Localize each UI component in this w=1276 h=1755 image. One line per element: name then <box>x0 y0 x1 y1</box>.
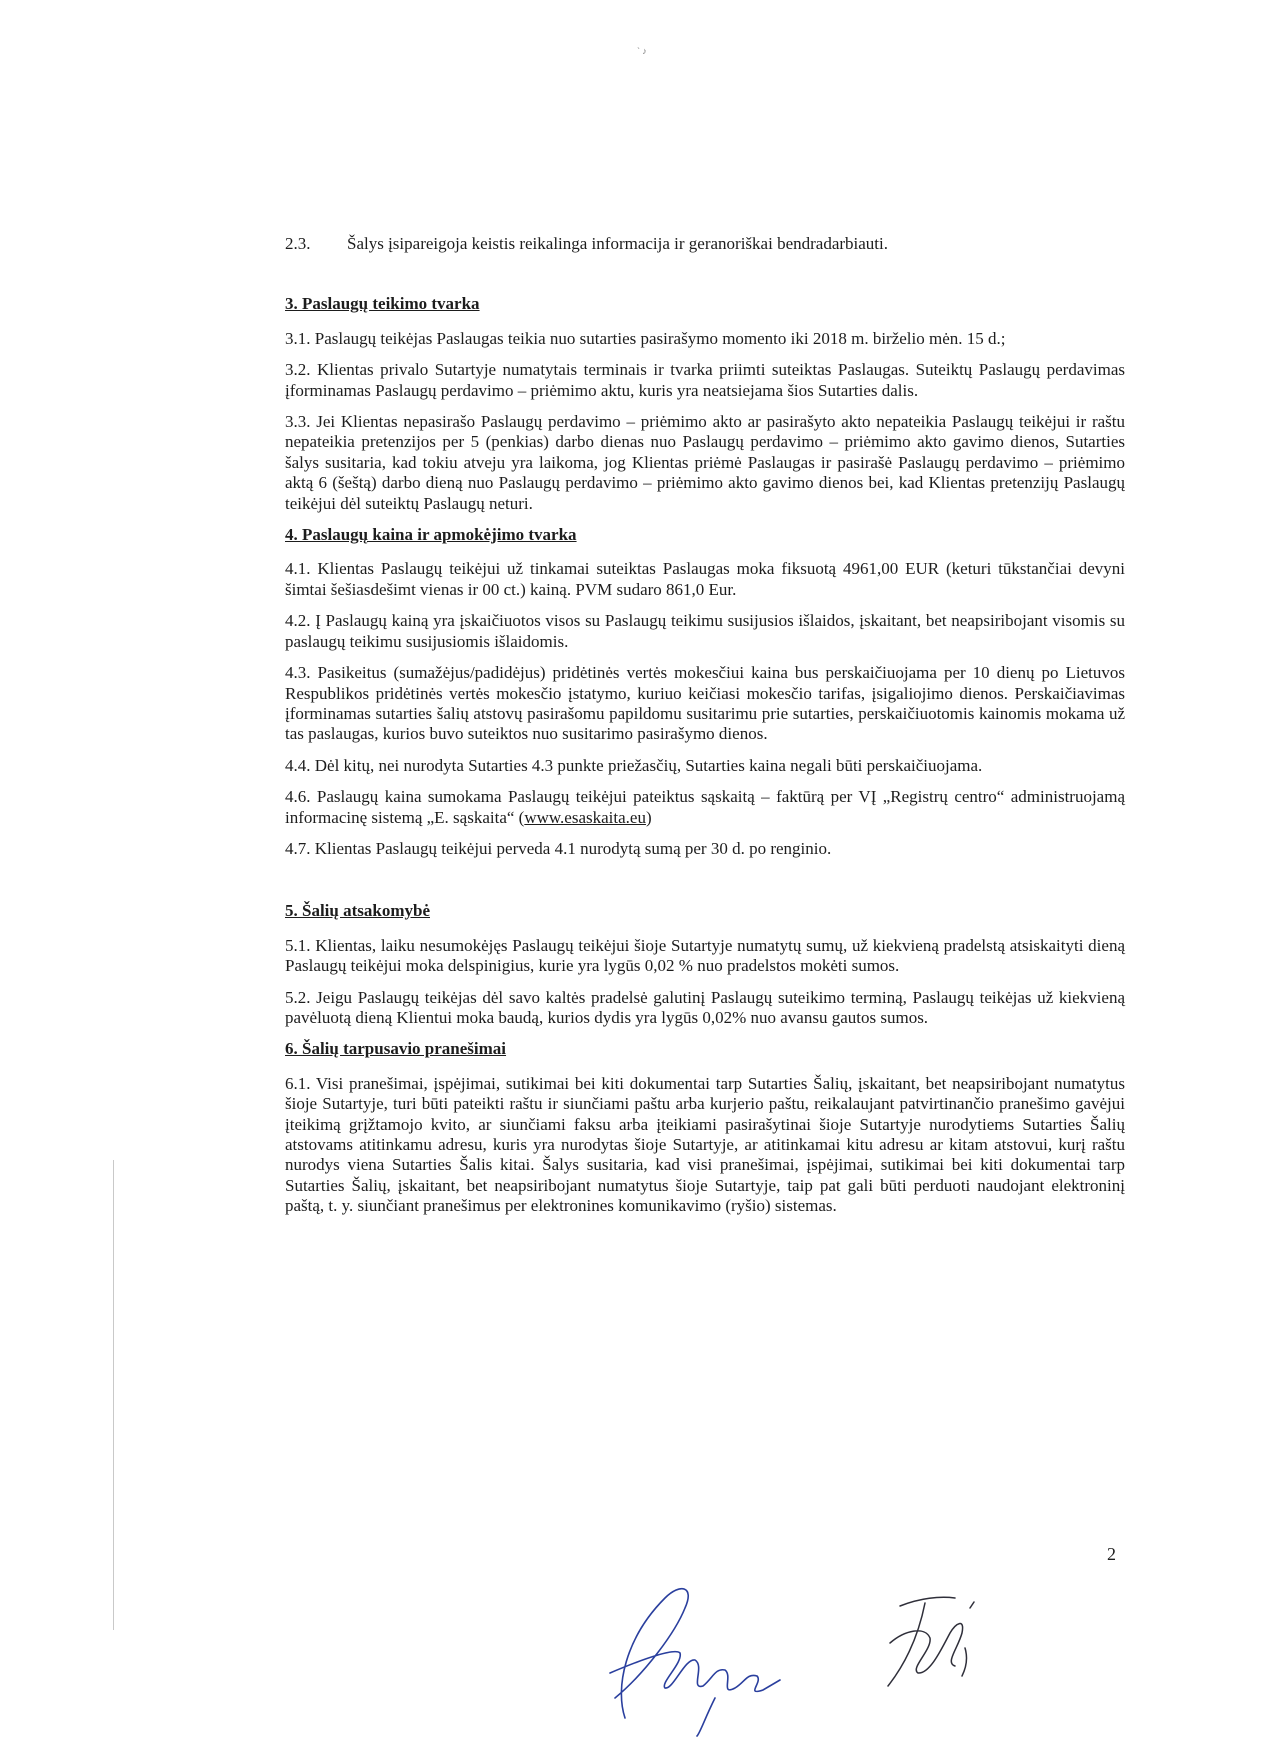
section-5-heading: 5. Šalių atsakomybė <box>285 901 430 921</box>
clause-4-2: 4.2. Į Paslaugų kainą yra įskaičiuotos visos su Paslaugų teikimu susijusios išlaidos, įskaitant, bet neapsiribojant visomis su paslaugų teikimu susijusiomis išlaidomis. <box>285 611 1125 651</box>
clause-4-7: 4.7. Klientas Paslaugų teikėjui perveda 4.1 nurodytą sumą per 30 d. po renginio. <box>285 838 832 858</box>
scan-mark: ` ♪ <box>637 46 647 56</box>
clause-4-4: 4.4. Dėl kitų, nei nurodyta Sutarties 4.3 punkte priežasčių, Sutarties kaina negali būti perskaičiuojama. <box>285 755 983 775</box>
clause-3-1: 3.1. Paslaugų teikėjas Paslaugas teikia nuo sutarties pasirašymo momento iki 2018 m. birželio mėn. 15 d.; <box>285 328 1006 348</box>
signature-2 <box>870 1588 980 1693</box>
clause-3-2: 3.2. Klientas privalo Sutartyje numatytais terminais ir tvarka priimti suteiktas Paslaugas. Suteiktų Paslaugų perdavimas įforminamas Paslaugų perdavimo – priėmimo aktu, kuris yra neatsiejama šios Sutarties dalis. <box>285 360 1125 400</box>
clause-2-3 <box>285 234 1125 254</box>
clause-number: 2.3. <box>285 234 311 253</box>
clause-6-1: 6.1. Visi pranešimai, įspėjimai, sutikimai bei kiti dokumentai tarp Sutarties Šalių, įskaitant, bet neapsiribojant numatytus šioje Sutartyje, turi būti pateikti raštu ir siunčiami paštu arba kurjerio paštu, reikalaujant patvirtinančio pranešimo gavėjui įteikimą grįžtamojo kvito, ar siunčiami faksu arba įteikiami pasirašytinai šioje Sutartyje nurodytiems Sutarties Šalių atstovams atitinkamu adresu, kuris yra nurodytas šioje Sutartyje, ar atitinkamai kitu adresu ar kitam atstovui, kurį raštu nurodys viena Sutarties Šalis kitai. Šalys susitaria, kad visi pranešimai, įspėjimai, sutikimai bei kiti dokumentai tarp Sutarties Šalių, įskaitant, bet neapsiribojant numatytus šioje Sutartyje, taip pat gali būti perduoti naudojant elektroninį paštą, t. y. siunčiant pranešimus per elektronines komunikavimo (ryšio) sistemas. <box>285 1073 1125 1216</box>
clause-4-6-end: ) <box>645 807 652 827</box>
clause-4-1: 4.1. Klientas Paslaugų teikėjui už tinkamai suteiktas Paslaugas moka fiksuotą 4961,00 EUR (keturi tūkstančiai devyni šimtai šešiasdešimt vienas ir 00 ct.) kainą. PVM sudaro 861,0 Eur. <box>285 559 1125 599</box>
clause-4-6-text: 4.6. Paslaugų kaina sumokama Paslaugų teikėjui pateiktus sąskaitą – faktūrą per VĮ „Registrų centro“ administruojamą informacinę sistemą „E. sąskaita“ ( <box>285 787 1125 827</box>
contract-body <box>285 234 1125 1228</box>
signature-1 <box>585 1578 785 1738</box>
clause-5-2: 5.2. Jeigu Paslaugų teikėjas dėl savo kaltės pradelsė galutinį Paslaugų suteikimo terminą, Paslaugų teikėjas už kiekvieną pavėluotą dieną Klientui moka baudą, kurios dydis yra lygūs 0,02% nuo avansu gautos sumos. <box>285 987 1125 1027</box>
section-6-heading: 6. Šalių tarpusavio pranešimai <box>285 1039 507 1059</box>
clause-text: Šalys įsipareigoja keistis reikalinga informacija ir geranoriškai bendradarbiauti. <box>347 234 888 253</box>
scan-margin-line <box>113 1160 114 1630</box>
clause-5-1: 5.1. Klientas, laiku nesumokėjęs Paslaugų teikėjui šioje Sutartyje numatytų sumų, už kiekvieną pradelstą atsiskaityti dieną Paslaugų teikėjui moka delspinigius, kurie yra lygūs 0,02 % nuo pradelstos mokėti sumos. <box>285 935 1125 976</box>
section-4-heading: 4. Paslaugų kaina ir apmokėjimo tvarka <box>285 525 577 545</box>
page-number: 2 <box>1107 1544 1116 1564</box>
clause-3-3: 3.3. Jei Klientas nepasirašo Paslaugų perdavimo – priėmimo akto ar pasirašyto akto nepateikia Paslaugų teikėjui ir raštu nepateikia pretenzijos per 5 (penkias) darbo dienas nuo Paslaugų perdavimo – priėmimo akto gavimo dienos, Sutarties šalys susitaria, kad tokiu atveju yra laikoma, jog Klientas priėmė Paslaugas ir pasirašė Paslaugų perdavimo – priėmimo aktą 6 (šeštą) darbo dieną nuo Paslaugų perdavimo – priėmimo akto gavimo dienos bei, kad Klientas pretenzijų Paslaugų teikėjui dėl suteiktų Paslaugų neturi. <box>285 412 1125 513</box>
clause-4-3: 4.3. Pasikeitus (sumažėjus/padidėjus) pridėtinės vertės mokesčiui kaina bus perskaičiuojama per 10 dienų po Lietuvos Respublikos pridėtinės vertės mokesčio įstatymo, kuriuo keičiasi mokesčio tarifas, įsigaliojimo dienos. Perskaičiavimas įforminamas sutarties šalių atstovų pasirašomu papildomu susitarimu prie sutarties, perskaičiuotomis kainomis mokama už tas paslaugas, kurios buvo suteiktos nuo susitarimo pasirašymo dienos. <box>285 663 1125 744</box>
esaskaita-link[interactable]: www.esaskaita.eu <box>524 807 646 827</box>
section-3-heading: 3. Paslaugų teikimo tvarka <box>285 294 480 314</box>
clause-4-6 <box>285 787 1125 828</box>
